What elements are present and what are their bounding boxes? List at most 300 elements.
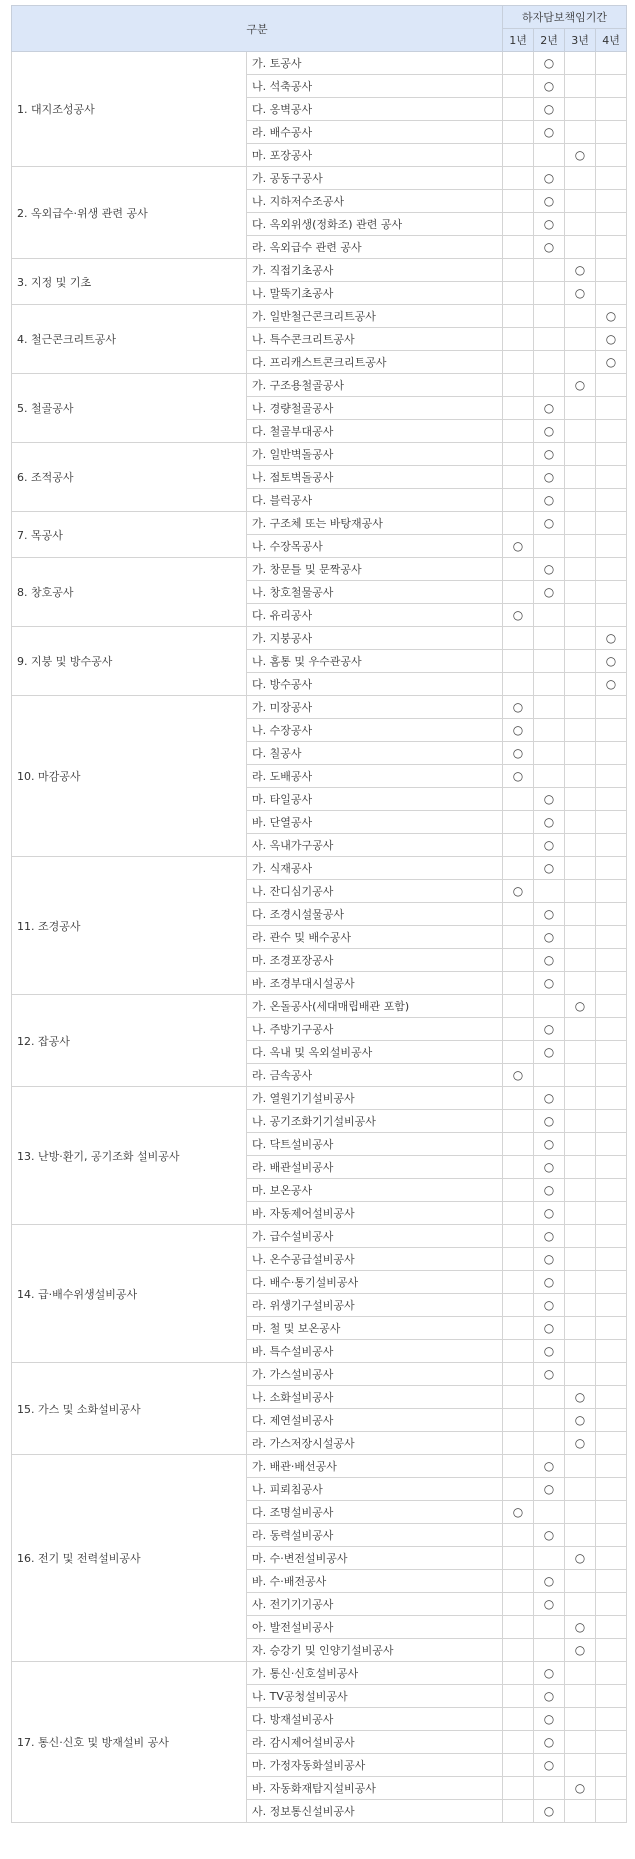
year-1-cell	[503, 1731, 534, 1754]
year-1-cell	[503, 98, 534, 121]
year-2-cell	[534, 1018, 565, 1041]
year-3-cell	[565, 1202, 596, 1225]
check-mark: ○	[543, 1183, 555, 1197]
year-3-cell	[565, 1133, 596, 1156]
year-3-cell	[565, 1248, 596, 1271]
year-3-cell	[565, 1179, 596, 1202]
year-3-cell	[565, 696, 596, 719]
year-3-cell	[565, 1340, 596, 1363]
subcategory-cell: 가. 일반벽돌공사	[247, 443, 503, 466]
check-mark: ○	[543, 838, 555, 852]
subcategory-cell: 라. 위생기구설비공사	[247, 1294, 503, 1317]
check-mark: ○	[543, 1459, 555, 1473]
year-1-cell	[503, 581, 534, 604]
year-4-cell	[596, 52, 627, 75]
year-2-cell	[534, 1777, 565, 1800]
subcategory-cell: 가. 열원기기설비공사	[247, 1087, 503, 1110]
year-4-cell	[596, 1478, 627, 1501]
year-2-cell	[534, 351, 565, 374]
category-cell: 17. 통신·신호 및 방재설비 공사	[12, 1662, 247, 1823]
year-4-cell	[596, 1018, 627, 1041]
header-year-3: 3년	[565, 29, 596, 52]
subcategory-cell: 라. 관수 및 배수공사	[247, 926, 503, 949]
year-2-cell	[534, 1409, 565, 1432]
year-4-cell	[596, 1685, 627, 1708]
check-mark: ○	[543, 815, 555, 829]
table-row	[12, 995, 627, 1018]
year-3-cell	[565, 213, 596, 236]
year-3-cell	[565, 1754, 596, 1777]
year-3-cell	[565, 535, 596, 558]
warranty-table-container	[11, 5, 626, 1823]
year-1-cell	[503, 489, 534, 512]
subcategory-cell: 가. 일반철근콘크리트공사	[247, 305, 503, 328]
year-2-cell	[534, 1133, 565, 1156]
year-3-cell	[565, 1478, 596, 1501]
year-4-cell	[596, 1179, 627, 1202]
table-row	[12, 167, 627, 190]
subcategory-cell: 라. 배수공사	[247, 121, 503, 144]
year-1-cell	[503, 466, 534, 489]
year-1-cell	[503, 1777, 534, 1800]
subcategory-cell: 마. 타일공사	[247, 788, 503, 811]
check-mark: ○	[543, 1689, 555, 1703]
year-2-cell	[534, 1524, 565, 1547]
year-4-cell	[596, 1041, 627, 1064]
year-4-cell	[596, 1156, 627, 1179]
year-4-cell	[596, 1754, 627, 1777]
year-3-cell	[565, 1800, 596, 1823]
year-1-cell	[503, 167, 534, 190]
subcategory-cell: 바. 자동화재탐지설비공사	[247, 1777, 503, 1800]
check-mark: ○	[543, 1275, 555, 1289]
check-mark: ○	[574, 1413, 586, 1427]
year-3-cell	[565, 1225, 596, 1248]
year-1-cell	[503, 75, 534, 98]
year-2-cell	[534, 903, 565, 926]
year-1-cell	[503, 305, 534, 328]
subcategory-cell: 라. 배관설비공사	[247, 1156, 503, 1179]
check-mark: ○	[574, 999, 586, 1013]
year-3-cell	[565, 880, 596, 903]
year-1-cell	[503, 535, 534, 558]
subcategory-cell: 마. 포장공사	[247, 144, 503, 167]
year-2-cell	[534, 742, 565, 765]
subcategory-cell: 마. 수·변전설비공사	[247, 1547, 503, 1570]
subcategory-cell: 나. 점토벽돌공사	[247, 466, 503, 489]
check-mark: ○	[512, 884, 524, 898]
year-1-cell	[503, 397, 534, 420]
year-3-cell	[565, 466, 596, 489]
year-4-cell	[596, 811, 627, 834]
year-2-cell	[534, 650, 565, 673]
year-4-cell	[596, 650, 627, 673]
year-1-cell	[503, 1432, 534, 1455]
subcategory-cell: 바. 단열공사	[247, 811, 503, 834]
year-4-cell	[596, 1708, 627, 1731]
year-4-cell	[596, 75, 627, 98]
year-2-cell	[534, 397, 565, 420]
year-1-cell	[503, 1593, 534, 1616]
year-1-cell	[503, 857, 534, 880]
year-2-cell	[534, 604, 565, 627]
table-row	[12, 857, 627, 880]
year-4-cell	[596, 972, 627, 995]
year-1-cell	[503, 765, 534, 788]
year-2-cell	[534, 1386, 565, 1409]
year-4-cell	[596, 857, 627, 880]
year-2-cell	[534, 1754, 565, 1777]
year-1-cell	[503, 1225, 534, 1248]
check-mark: ○	[543, 1528, 555, 1542]
year-3-cell	[565, 1064, 596, 1087]
year-2-cell	[534, 305, 565, 328]
year-2-cell	[534, 121, 565, 144]
subcategory-cell: 가. 토공사	[247, 52, 503, 75]
subcategory-cell: 다. 닥트설비공사	[247, 1133, 503, 1156]
subcategory-cell: 다. 블럭공사	[247, 489, 503, 512]
year-2-cell	[534, 972, 565, 995]
year-1-cell	[503, 650, 534, 673]
year-2-cell	[534, 834, 565, 857]
check-mark: ○	[574, 286, 586, 300]
category-cell: 16. 전기 및 전력설비공사	[12, 1455, 247, 1662]
subcategory-cell: 사. 전기기기공사	[247, 1593, 503, 1616]
year-4-cell	[596, 351, 627, 374]
year-4-cell	[596, 903, 627, 926]
category-cell: 2. 옥외급수·위생 관련 공사	[12, 167, 247, 259]
year-1-cell	[503, 1639, 534, 1662]
year-1-cell	[503, 972, 534, 995]
check-mark: ○	[543, 1482, 555, 1496]
year-1-cell	[503, 880, 534, 903]
category-cell: 3. 지정 및 기초	[12, 259, 247, 305]
year-1-cell	[503, 1616, 534, 1639]
year-1-cell	[503, 1386, 534, 1409]
year-2-cell	[534, 1478, 565, 1501]
table-row	[12, 558, 627, 581]
year-4-cell	[596, 1340, 627, 1363]
year-2-cell	[534, 144, 565, 167]
year-1-cell	[503, 190, 534, 213]
subcategory-cell: 나. 수장목공사	[247, 535, 503, 558]
subcategory-cell: 다. 옥외위생(정화조) 관련 공사	[247, 213, 503, 236]
year-4-cell	[596, 1662, 627, 1685]
year-4-cell	[596, 1777, 627, 1800]
subcategory-cell: 가. 창문틀 및 문짝공사	[247, 558, 503, 581]
year-2-cell	[534, 443, 565, 466]
year-2-cell	[534, 1501, 565, 1524]
category-cell: 1. 대지조성공사	[12, 52, 247, 167]
year-2-cell	[534, 1248, 565, 1271]
year-2-cell	[534, 1708, 565, 1731]
check-mark: ○	[574, 263, 586, 277]
table-row	[12, 1363, 627, 1386]
header-year-1: 1년	[503, 29, 534, 52]
year-3-cell	[565, 1271, 596, 1294]
check-mark: ○	[543, 217, 555, 231]
check-mark: ○	[543, 1229, 555, 1243]
subcategory-cell: 아. 발전설비공사	[247, 1616, 503, 1639]
year-3-cell	[565, 1317, 596, 1340]
year-1-cell	[503, 52, 534, 75]
year-3-cell	[565, 1777, 596, 1800]
year-2-cell	[534, 1547, 565, 1570]
year-1-cell	[503, 949, 534, 972]
year-3-cell	[565, 719, 596, 742]
year-2-cell	[534, 1800, 565, 1823]
year-1-cell	[503, 351, 534, 374]
subcategory-cell: 나. 수장공사	[247, 719, 503, 742]
check-mark: ○	[543, 1114, 555, 1128]
year-4-cell	[596, 1087, 627, 1110]
table-row	[12, 443, 627, 466]
year-4-cell	[596, 1547, 627, 1570]
year-1-cell	[503, 1754, 534, 1777]
check-mark: ○	[543, 1022, 555, 1036]
category-cell: 5. 철골공사	[12, 374, 247, 443]
subcategory-cell: 나. 특수콘크리트공사	[247, 328, 503, 351]
year-3-cell	[565, 121, 596, 144]
year-2-cell	[534, 52, 565, 75]
subcategory-cell: 나. 석축공사	[247, 75, 503, 98]
subcategory-cell: 가. 미장공사	[247, 696, 503, 719]
subcategory-cell: 가. 식재공사	[247, 857, 503, 880]
table-row	[12, 52, 627, 75]
category-cell: 15. 가스 및 소화설비공사	[12, 1363, 247, 1455]
year-1-cell	[503, 443, 534, 466]
year-4-cell	[596, 328, 627, 351]
year-4-cell	[596, 1455, 627, 1478]
subcategory-cell: 가. 구조용철골공사	[247, 374, 503, 397]
year-1-cell	[503, 121, 534, 144]
check-mark: ○	[543, 1574, 555, 1588]
check-mark: ○	[543, 1298, 555, 1312]
subcategory-cell: 나. TV공청설비공사	[247, 1685, 503, 1708]
year-4-cell	[596, 121, 627, 144]
year-1-cell	[503, 1501, 534, 1524]
check-mark: ○	[574, 1390, 586, 1404]
subcategory-cell: 다. 방수공사	[247, 673, 503, 696]
year-3-cell	[565, 1018, 596, 1041]
check-mark: ○	[605, 332, 617, 346]
year-1-cell	[503, 1800, 534, 1823]
year-3-cell	[565, 282, 596, 305]
year-1-cell	[503, 259, 534, 282]
subcategory-cell: 바. 조경부대시설공사	[247, 972, 503, 995]
year-1-cell	[503, 1455, 534, 1478]
check-mark: ○	[543, 1045, 555, 1059]
year-2-cell	[534, 788, 565, 811]
year-4-cell	[596, 1570, 627, 1593]
check-mark: ○	[543, 1367, 555, 1381]
header-category: 구분	[12, 6, 503, 52]
check-mark: ○	[512, 1068, 524, 1082]
check-mark: ○	[574, 1436, 586, 1450]
year-1-cell	[503, 236, 534, 259]
year-2-cell	[534, 1639, 565, 1662]
category-cell: 10. 마감공사	[12, 696, 247, 857]
subcategory-cell: 사. 정보통신설비공사	[247, 1800, 503, 1823]
year-3-cell	[565, 1731, 596, 1754]
check-mark: ○	[574, 148, 586, 162]
year-2-cell	[534, 512, 565, 535]
check-mark: ○	[543, 447, 555, 461]
check-mark: ○	[574, 1620, 586, 1634]
check-mark: ○	[605, 631, 617, 645]
check-mark: ○	[543, 493, 555, 507]
year-2-cell	[534, 1087, 565, 1110]
year-1-cell	[503, 1409, 534, 1432]
category-cell: 4. 철근콘크리트공사	[12, 305, 247, 374]
year-3-cell	[565, 1041, 596, 1064]
year-1-cell	[503, 1064, 534, 1087]
year-4-cell	[596, 880, 627, 903]
check-mark: ○	[543, 930, 555, 944]
year-4-cell	[596, 1271, 627, 1294]
table-row	[12, 627, 627, 650]
year-3-cell	[565, 397, 596, 420]
year-2-cell	[534, 811, 565, 834]
year-3-cell	[565, 811, 596, 834]
year-2-cell	[534, 1041, 565, 1064]
subcategory-cell: 사. 옥내가구공사	[247, 834, 503, 857]
check-mark: ○	[543, 1252, 555, 1266]
subcategory-cell: 다. 배수·통기설비공사	[247, 1271, 503, 1294]
year-3-cell	[565, 1386, 596, 1409]
year-4-cell	[596, 788, 627, 811]
year-4-cell	[596, 765, 627, 788]
year-2-cell	[534, 167, 565, 190]
subcategory-cell: 마. 철 및 보온공사	[247, 1317, 503, 1340]
check-mark: ○	[543, 401, 555, 415]
check-mark: ○	[605, 677, 617, 691]
table-row	[12, 374, 627, 397]
category-cell: 13. 난방·환기, 공기조화 설비공사	[12, 1087, 247, 1225]
check-mark: ○	[512, 746, 524, 760]
check-mark: ○	[512, 608, 524, 622]
check-mark: ○	[543, 792, 555, 806]
check-mark: ○	[543, 1758, 555, 1772]
year-4-cell	[596, 1248, 627, 1271]
year-4-cell	[596, 1616, 627, 1639]
check-mark: ○	[543, 562, 555, 576]
year-3-cell	[565, 1524, 596, 1547]
table-row	[12, 512, 627, 535]
year-4-cell	[596, 167, 627, 190]
year-3-cell	[565, 857, 596, 880]
year-2-cell	[534, 75, 565, 98]
year-4-cell	[596, 949, 627, 972]
year-4-cell	[596, 1294, 627, 1317]
check-mark: ○	[512, 723, 524, 737]
year-1-cell	[503, 144, 534, 167]
subcategory-cell: 마. 보온공사	[247, 1179, 503, 1202]
year-2-cell	[534, 282, 565, 305]
warranty-period-table	[11, 5, 627, 1823]
check-mark: ○	[543, 1666, 555, 1680]
year-1-cell	[503, 811, 534, 834]
year-2-cell	[534, 535, 565, 558]
year-1-cell	[503, 1478, 534, 1501]
year-2-cell	[534, 857, 565, 880]
year-1-cell	[503, 1202, 534, 1225]
year-1-cell	[503, 1340, 534, 1363]
year-2-cell	[534, 696, 565, 719]
year-4-cell	[596, 466, 627, 489]
year-4-cell	[596, 1501, 627, 1524]
subcategory-cell: 가. 급수설비공사	[247, 1225, 503, 1248]
year-1-cell	[503, 374, 534, 397]
year-3-cell	[565, 190, 596, 213]
year-1-cell	[503, 1156, 534, 1179]
year-1-cell	[503, 604, 534, 627]
year-4-cell	[596, 1317, 627, 1340]
year-2-cell	[534, 1179, 565, 1202]
year-3-cell	[565, 926, 596, 949]
table-row	[12, 1662, 627, 1685]
year-1-cell	[503, 1087, 534, 1110]
year-3-cell	[565, 328, 596, 351]
year-3-cell	[565, 443, 596, 466]
year-3-cell	[565, 1409, 596, 1432]
subcategory-cell: 다. 프리캐스트콘크리트공사	[247, 351, 503, 374]
year-3-cell	[565, 1501, 596, 1524]
check-mark: ○	[543, 79, 555, 93]
year-2-cell	[534, 1294, 565, 1317]
check-mark: ○	[605, 654, 617, 668]
year-3-cell	[565, 742, 596, 765]
year-1-cell	[503, 627, 534, 650]
check-mark: ○	[543, 1735, 555, 1749]
year-3-cell	[565, 144, 596, 167]
year-1-cell	[503, 328, 534, 351]
year-3-cell	[565, 627, 596, 650]
year-1-cell	[503, 834, 534, 857]
year-2-cell	[534, 236, 565, 259]
year-3-cell	[565, 972, 596, 995]
check-mark: ○	[543, 585, 555, 599]
subcategory-cell: 나. 지하저수조공사	[247, 190, 503, 213]
table-row	[12, 1225, 627, 1248]
year-3-cell	[565, 1547, 596, 1570]
year-4-cell	[596, 1064, 627, 1087]
year-3-cell	[565, 1685, 596, 1708]
year-2-cell	[534, 719, 565, 742]
year-1-cell	[503, 1524, 534, 1547]
year-1-cell	[503, 1685, 534, 1708]
year-1-cell	[503, 213, 534, 236]
year-3-cell	[565, 236, 596, 259]
subcategory-cell: 가. 구조체 또는 바탕재공사	[247, 512, 503, 535]
year-4-cell	[596, 1202, 627, 1225]
year-3-cell	[565, 1110, 596, 1133]
subcategory-cell: 라. 감시제어설비공사	[247, 1731, 503, 1754]
year-3-cell	[565, 1432, 596, 1455]
year-3-cell	[565, 1455, 596, 1478]
year-1-cell	[503, 420, 534, 443]
year-2-cell	[534, 98, 565, 121]
year-2-cell	[534, 1340, 565, 1363]
year-4-cell	[596, 420, 627, 443]
table-row	[12, 305, 627, 328]
category-cell: 7. 목공사	[12, 512, 247, 558]
subcategory-cell: 라. 도배공사	[247, 765, 503, 788]
year-3-cell	[565, 765, 596, 788]
subcategory-cell: 나. 소화설비공사	[247, 1386, 503, 1409]
year-3-cell	[565, 1156, 596, 1179]
check-mark: ○	[574, 378, 586, 392]
